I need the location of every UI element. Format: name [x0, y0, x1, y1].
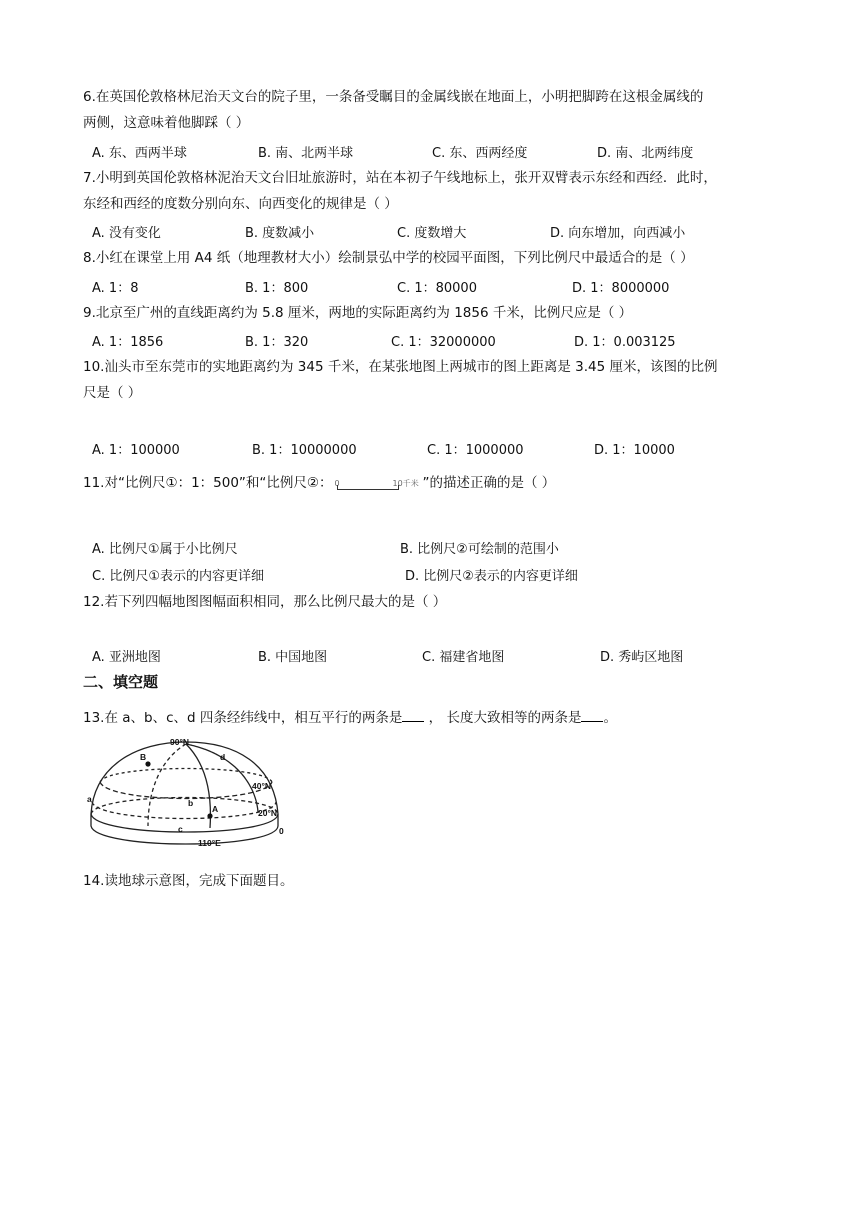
line-scale-icon — [335, 473, 421, 491]
q10-option-c: C. 1：1000000 — [427, 443, 524, 458]
q12-option-d: D. 秀屿区地图 — [600, 650, 684, 665]
question-13 — [83, 707, 783, 729]
label-point-a: A — [212, 804, 219, 814]
answer-blank-2[interactable] — [581, 707, 603, 722]
answer-blank-1[interactable] — [402, 707, 424, 722]
point-b-marker — [145, 761, 150, 766]
q10-option-b: B. 1：10000000 — [252, 443, 357, 458]
q12-option-c: C. 福建省地图 — [422, 650, 505, 665]
q6-option-a: A. 东、西两半球 — [92, 146, 187, 161]
point-a-marker — [207, 813, 212, 818]
label-90n: 90°N — [170, 737, 189, 747]
q8-option-c: C. 1：80000 — [397, 281, 477, 296]
section-title-fill-in: 二、填空题 — [83, 673, 159, 691]
label-b: b — [188, 798, 194, 808]
label-20n: 20°N — [258, 808, 277, 818]
scale-bar — [337, 485, 399, 490]
scale-ten-km-label: 10千米 — [392, 479, 419, 488]
q12-option-b: B. 中国地图 — [258, 650, 328, 665]
q9-option-c: C. 1：32000000 — [391, 335, 496, 350]
q8-option-b: B. 1：800 — [245, 281, 309, 296]
q11-option-a: A. 比例尺①属于小比例尺 — [92, 542, 238, 557]
label-0: 0 — [279, 826, 284, 836]
q10-option-d: D. 1：10000 — [594, 443, 675, 458]
q7-option-d: D. 向东增加，向西减小 — [550, 226, 686, 241]
label-point-b: B — [140, 752, 147, 762]
q7-option-c: C. 度数增大 — [397, 226, 467, 241]
q11-option-c: C. 比例尺①表示的内容更详细 — [92, 569, 264, 584]
label-d: d — [220, 752, 226, 762]
question-7-line2: 东经和西经的度数分别向东、向西变化的规律是（ ） — [83, 196, 398, 212]
q11-pre-text: 11.对“比例尺①：1：500”和“比例尺②： — [83, 475, 333, 491]
question-10-line2: 尺是（ ） — [83, 385, 142, 401]
question-6-line2: 两侧，这意味着他脚踩（ ） — [83, 115, 250, 131]
q6-option-b: B. 南、北两半球 — [258, 146, 354, 161]
question-12-line1: 12.若下列四幅地图图幅面积相同，那么比例尺最大的是（ ） — [83, 594, 447, 610]
label-c: c — [178, 824, 183, 834]
q7-option-b: B. 度数减小 — [245, 226, 315, 241]
q9-option-b: B. 1：320 — [245, 335, 309, 350]
question-11 — [83, 472, 783, 494]
q11-option-b: B. 比例尺②可绘制的范围小 — [400, 542, 559, 557]
q13-post-text: 。 — [603, 710, 617, 726]
scale-zero-label: 0 — [334, 479, 340, 488]
q8-option-d: D. 1：8000000 — [572, 281, 670, 296]
label-40n: 40°N — [252, 781, 271, 791]
label-110e: 110°E — [198, 838, 221, 848]
q6-option-c: C. 东、西两经度 — [432, 146, 528, 161]
q13-mid-text: ， 长度大致相等的两条是 — [424, 710, 582, 726]
question-6-line1: 6.在英国伦敦格林尼治天文台的院子里，一条备受瞩目的金属线嵌在地面上，小明把脚跨在这根金属线的 — [83, 89, 704, 105]
q9-option-d: D. 1：0.003125 — [574, 335, 676, 350]
q7-option-a: A. 没有变化 — [92, 226, 161, 241]
q13-pre-text: 13.在 a、b、c、d 四条经纬线中，相互平行的两条是 — [83, 710, 403, 726]
question-10-line1: 10.汕头市至东莞市的实地距离约为 345 千米，在某张地图上两城市的图上距离是 3.45 厘米，该图的比例 — [83, 359, 718, 375]
q8-option-a: A. 1：8 — [92, 281, 139, 296]
q9-option-a: A. 1：1856 — [92, 335, 164, 350]
q11-post-text: ”的描述正确的是（ ） — [422, 475, 556, 491]
hemisphere-diagram — [86, 736, 286, 854]
question-8-line1: 8.小红在课堂上用 A4 纸（地理教材大小）绘制景弘中学的校园平面图，下列比例尺中最适合的是（ ） — [83, 250, 694, 266]
question-9-line1: 9.北京至广州的直线距离约为 5.8 厘米，两地的实际距离约为 1856 千米，比例尺应是（ ） — [83, 305, 633, 321]
question-14: 14.读地球示意图，完成下面题目。 — [83, 873, 294, 889]
q11-option-d: D. 比例尺②表示的内容更详细 — [405, 569, 578, 584]
q6-option-d: D. 南、北两纬度 — [597, 146, 694, 161]
label-a: a — [87, 794, 92, 804]
q10-option-a: A. 1：100000 — [92, 443, 180, 458]
q12-option-a: A. 亚洲地图 — [92, 650, 161, 665]
question-7-line1: 7.小明到英国伦敦格林泥治天文台旧址旅游时，站在本初子午线地标上，张开双臂表示东经和西经．此时， — [83, 170, 717, 186]
